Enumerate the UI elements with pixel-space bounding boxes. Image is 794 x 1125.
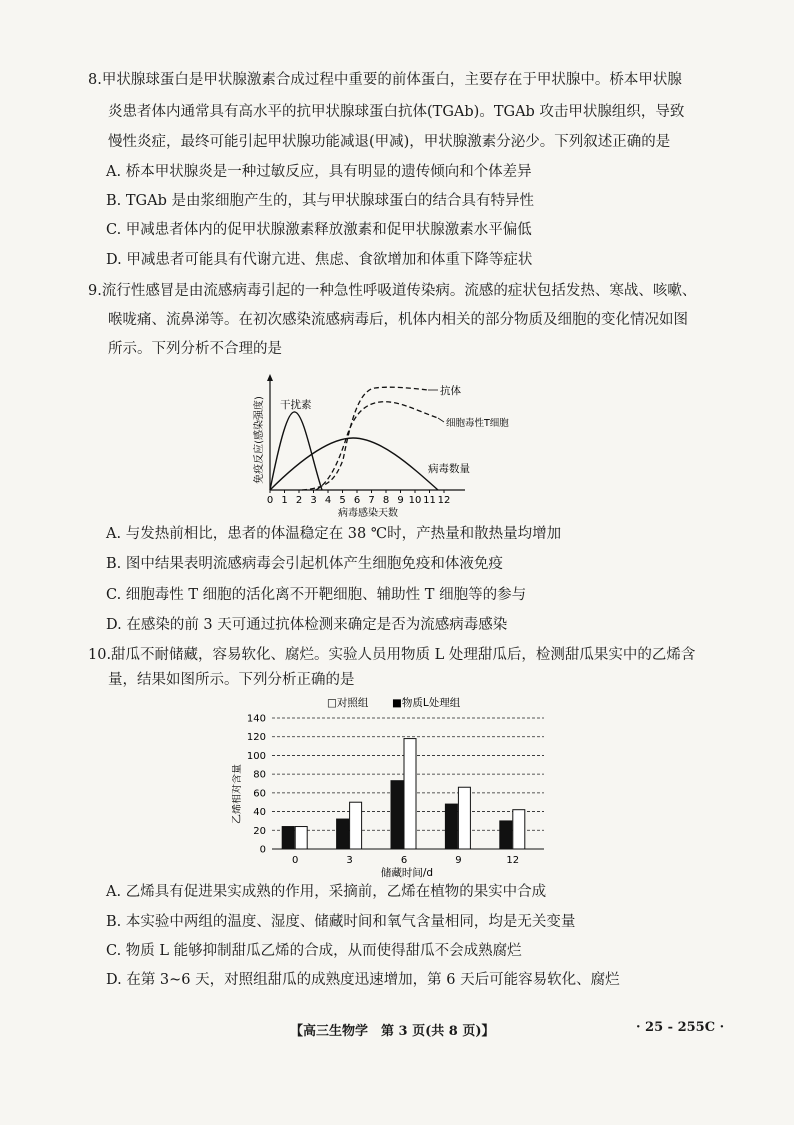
interferon-curve	[270, 412, 322, 490]
interferon-label: 干扰素	[280, 399, 312, 411]
chart1-x-tick-label: 8	[382, 495, 390, 506]
chart1-x-tick-label: 11	[423, 495, 436, 506]
q8-option-d: D. 甲减患者可能具有代谢亢进、焦虑、食欲增加和体重下降等症状	[106, 252, 533, 268]
treatment-bar	[445, 804, 457, 849]
q9-line-1: 9.流行性感冒是由流感病毒引起的一种急性呼吸道传染病。流感的症状包括发热、寒战、咳嗽、	[88, 283, 697, 299]
chart1-x-tick-label: 10	[408, 495, 422, 506]
antibody-label: 抗体	[440, 385, 461, 397]
control-bar	[513, 810, 525, 849]
chart1-x-tick-label: 6	[353, 495, 361, 506]
q8-option-b: B. TGAb 是由浆细胞产生的，其与甲状腺球蛋白的结合具有特异性	[106, 193, 534, 209]
q9-option-d: D. 在感染的前 3 天可通过抗体检测来确定是否为流感病毒感染	[106, 617, 508, 633]
q10-option-a: A. 乙烯具有促进果实成熟的作用，采摘前，乙烯在植物的果实中合成	[106, 884, 547, 900]
chart2-ylabel: 乙烯相对含量	[232, 764, 243, 824]
q9-line-2: 喉咙痛、流鼻涕等。在初次感染流感病毒后，机体内相关的部分物质及细胞的变化情况如图	[108, 312, 688, 328]
treatment-bar	[282, 827, 294, 849]
q9-option-b: B. 图中结果表明流感病毒会引起机体产生细胞免疫和体液免疫	[106, 556, 503, 572]
q10-option-c: C. 物质 L 能够抑制甜瓜乙烯的合成，从而使得甜瓜不会成熟腐烂	[106, 943, 522, 959]
legend-treatment: ■物质L处理组	[392, 697, 461, 709]
chart2-y-tick-label: 140	[246, 713, 266, 725]
chart1-x-tick-label: 9	[397, 495, 404, 506]
chart2-y-tick-label: 0	[259, 844, 266, 856]
chart1-x-tick-label: 3	[310, 495, 317, 506]
chart1-x-tick-label: 12	[437, 495, 451, 506]
chart2-x-tick-label: 6	[400, 855, 408, 866]
chart2-y-tick-label: 120	[246, 732, 266, 744]
treatment-bar	[391, 781, 403, 849]
q9-option-c: C. 细胞毒性 T 细胞的活化离不开靶细胞、辅助性 T 细胞等的参与	[106, 587, 527, 603]
treatment-bar	[500, 821, 512, 849]
chart2-x-tick-label: 3	[346, 855, 353, 866]
chart2-legend	[327, 696, 461, 709]
ethylene-bar-chart	[232, 694, 562, 879]
treatment-bar	[337, 819, 349, 849]
chart2-y-tick-label: 60	[253, 788, 266, 800]
q10-line-1: 10.甜瓜不耐储藏，容易软化、腐烂。实验人员用物质 L 处理甜瓜后，检测甜瓜果实中的乙烯含	[88, 647, 696, 663]
chart2-x-tick-label: 12	[506, 855, 520, 866]
control-bar	[458, 787, 470, 849]
ctl-leader	[438, 418, 444, 422]
q10-option-d: D. 在第 3~6 天，对照组甜瓜的成熟度迅速增加，第 6 天后可能容易软化、腐烂	[106, 972, 620, 988]
chart2-y-tick-label: 100	[246, 750, 266, 762]
control-bar	[404, 739, 416, 849]
chart2-xlabel: 储藏时间/d	[380, 867, 434, 879]
chart1-x-tick-label: 1	[281, 495, 288, 506]
virus-count-label: 病毒数量	[428, 463, 470, 475]
chart1-x-tick-label: 5	[339, 495, 346, 506]
chart1-x-tick-label: 0	[266, 495, 274, 506]
chart2-x-tick-label: 0	[292, 855, 299, 866]
antibody-curve	[302, 387, 428, 490]
q8-line-1: 8.甲状腺球蛋白是甲状腺激素合成过程中重要的前体蛋白，主要存在于甲状腺中。桥本甲状腺	[88, 72, 682, 88]
chart1-x-tick-label: 7	[368, 495, 375, 506]
footer-page-info: 【高三生物学 第 3 页(共 8 页)】	[290, 1024, 495, 1039]
chart2-y-tick-label: 80	[253, 769, 266, 781]
virus-count-curve	[270, 438, 438, 490]
q9-option-a: A. 与发热前相比，患者的体温稳定在 38 ℃时，产热量和散热量均增加	[106, 526, 562, 542]
q8-line-3: 慢性炎症，最终可能引起甲状腺功能减退(甲减)，甲状腺激素分泌少。下列叙述正确的是	[108, 134, 671, 150]
q8-line-2: 炎患者体内通常具有高水平的抗甲状腺球蛋白抗体(TGAb)。TGAb 攻击甲状腺组织，导致	[108, 104, 685, 120]
footer-code: · 25 - 255C ·	[636, 1020, 725, 1035]
chart1-y-arrow	[267, 374, 273, 381]
legend-control: □对照组	[327, 697, 369, 709]
chart2-y-tick-label: 20	[253, 825, 266, 837]
chart1-x-tick-label: 4	[324, 495, 332, 506]
q10-line-2: 量，结果如图所示。下列分析正确的是	[108, 672, 355, 688]
control-bar	[295, 827, 307, 849]
q10-option-b: B. 本实验中两组的温度、湿度、储藏时间和氧气含量相同，均是无关变量	[106, 914, 576, 930]
chart1-ylabel: 免疫反应(感染强度)	[254, 396, 265, 484]
q8-option-c: C. 甲减患者体内的促甲状腺激素释放激素和促甲状腺激素水平偏低	[106, 222, 532, 238]
chart2-y-tick-label: 40	[253, 807, 266, 819]
immune-response-chart	[250, 370, 530, 520]
ctl-label: 细胞毒性T细胞	[446, 418, 509, 429]
control-bar	[350, 802, 362, 849]
chart2-x-tick-label: 9	[455, 855, 462, 866]
q8-option-a: A. 桥本甲状腺炎是一种过敏反应，具有明显的遗传倾向和个体差异	[106, 164, 532, 180]
chart1-x-tick-label: 2	[295, 495, 303, 506]
q9-line-3: 所示。下列分析不合理的是	[108, 341, 282, 357]
chart1-xlabel: 病毒感染天数	[338, 508, 398, 519]
